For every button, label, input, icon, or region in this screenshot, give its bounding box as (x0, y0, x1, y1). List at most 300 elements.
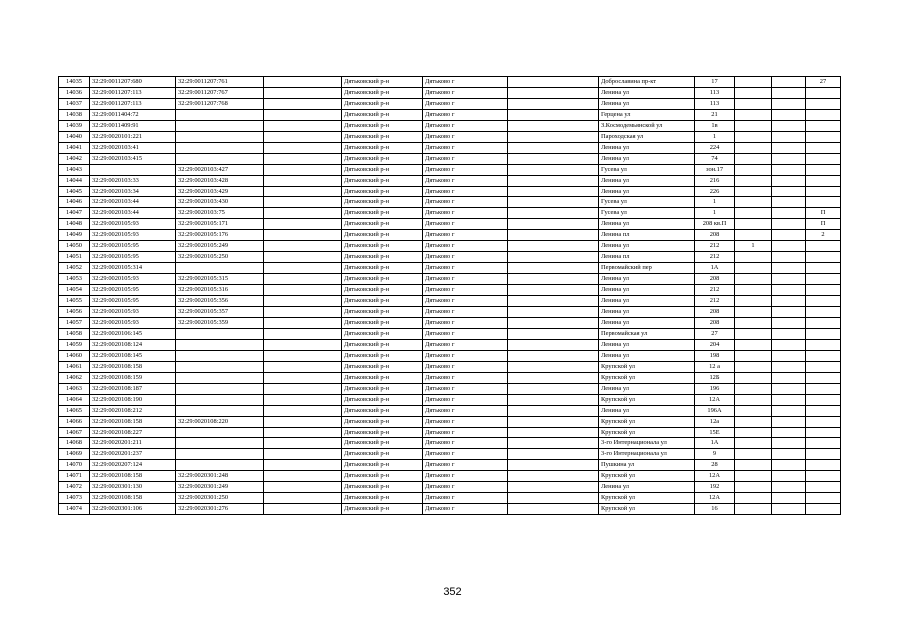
cell-empty-col (264, 438, 342, 449)
cell-extra-b (772, 449, 806, 460)
cell-extra-c (806, 416, 841, 427)
cell-extra-b (772, 328, 806, 339)
table-row (59, 438, 841, 449)
cell-street: Гусева ул (599, 164, 695, 175)
cell-empty-col (264, 296, 342, 307)
cell-related-cadastral-number: 32:29:0020108:220 (176, 416, 264, 427)
cell-cadastral-number: 32:29:0020108:145 (90, 350, 176, 361)
cell-settlement (508, 164, 599, 175)
cell-settlement (508, 263, 599, 274)
cell-cadastral-number: 32:29:0020105:95 (90, 241, 176, 252)
cell-empty-col (264, 394, 342, 405)
cell-street: Ленина ул (599, 296, 695, 307)
cell-extra-b (772, 230, 806, 241)
cell-extra-c (806, 87, 841, 98)
cell-extra-c: 2 (806, 230, 841, 241)
registry-body (59, 77, 841, 515)
cell-city: Дятьково г (423, 197, 508, 208)
cell-empty-col (264, 361, 342, 372)
cell-city: Дятьково г (423, 241, 508, 252)
cell-district: Дятьковский р-н (342, 98, 423, 109)
cell-city: Дятьково г (423, 416, 508, 427)
cell-extra-b (772, 197, 806, 208)
cell-extra-c (806, 285, 841, 296)
cell-cadastral-number: 32:29:0020105:93 (90, 230, 176, 241)
cell-empty-col (264, 175, 342, 186)
cell-related-cadastral-number: 32:29:0020105:171 (176, 219, 264, 230)
cell-cadastral-number: 32:29:0020103:44 (90, 208, 176, 219)
page-number: 352 (443, 586, 462, 598)
cell-related-cadastral-number (176, 120, 264, 131)
cell-city: Дятьково г (423, 504, 508, 515)
cell-row-number: 14055 (59, 296, 90, 307)
cell-extra-a (735, 120, 772, 131)
cell-city: Дятьково г (423, 372, 508, 383)
cell-related-cadastral-number (176, 372, 264, 383)
table-row (59, 361, 841, 372)
cell-district: Дятьковский р-н (342, 405, 423, 416)
cell-extra-c (806, 317, 841, 328)
table-row (59, 175, 841, 186)
cell-extra-b (772, 427, 806, 438)
cell-extra-b (772, 317, 806, 328)
cell-row-number: 14040 (59, 131, 90, 142)
cell-row-number: 14050 (59, 241, 90, 252)
cell-street: Ленина ул (599, 219, 695, 230)
cell-cadastral-number: 32:29:0020105:93 (90, 307, 176, 318)
cell-settlement (508, 405, 599, 416)
table-row (59, 131, 841, 142)
table-row (59, 482, 841, 493)
cell-row-number: 14043 (59, 164, 90, 175)
cell-extra-c (806, 274, 841, 285)
cell-extra-b (772, 186, 806, 197)
table-row (59, 394, 841, 405)
cell-extra-c (806, 438, 841, 449)
cell-extra-a (735, 87, 772, 98)
cell-street: З.Космодемьянской ул (599, 120, 695, 131)
cell-empty-col (264, 307, 342, 318)
cell-extra-b (772, 77, 806, 88)
cell-extra-a (735, 350, 772, 361)
cell-extra-a (735, 98, 772, 109)
cell-extra-a (735, 372, 772, 383)
cell-extra-c (806, 98, 841, 109)
cell-house: 204 (695, 339, 735, 350)
cell-extra-a (735, 339, 772, 350)
cell-settlement (508, 153, 599, 164)
cell-house: 208 (695, 317, 735, 328)
cell-house: 208 (695, 307, 735, 318)
cell-cadastral-number: 32:29:0020108:190 (90, 394, 176, 405)
cell-empty-col (264, 230, 342, 241)
cell-district: Дятьковский р-н (342, 372, 423, 383)
cell-extra-b (772, 164, 806, 175)
cell-extra-b (772, 175, 806, 186)
cell-settlement (508, 296, 599, 307)
cell-city: Дятьково г (423, 263, 508, 274)
cell-cadastral-number: 32:29:0011207:680 (90, 77, 176, 88)
table-row (59, 285, 841, 296)
cell-house: 12А (695, 394, 735, 405)
cell-house: 21 (695, 109, 735, 120)
cell-city: Дятьково г (423, 296, 508, 307)
table-row (59, 416, 841, 427)
cell-related-cadastral-number (176, 109, 264, 120)
cell-city: Дятьково г (423, 317, 508, 328)
cell-settlement (508, 438, 599, 449)
cell-settlement (508, 87, 599, 98)
cell-extra-c (806, 394, 841, 405)
cell-city: Дятьково г (423, 460, 508, 471)
cell-cadastral-number: 32:29:0020108:159 (90, 372, 176, 383)
cell-cadastral-number: 32:29:0020101:221 (90, 131, 176, 142)
cell-house: 12 а (695, 361, 735, 372)
cell-street: Доброславина пр-кт (599, 77, 695, 88)
cell-district: Дятьковский р-н (342, 120, 423, 131)
cell-extra-b (772, 361, 806, 372)
cell-district: Дятьковский р-н (342, 252, 423, 263)
cell-settlement (508, 175, 599, 186)
table-row (59, 350, 841, 361)
cell-cadastral-number: 32:29:0020106:145 (90, 328, 176, 339)
cell-settlement (508, 186, 599, 197)
cell-street: Ленина ул (599, 482, 695, 493)
table-row (59, 460, 841, 471)
cell-extra-a: 1 (735, 241, 772, 252)
cell-settlement (508, 131, 599, 142)
cell-cadastral-number: 32:29:0020207:124 (90, 460, 176, 471)
cell-extra-b (772, 383, 806, 394)
cell-related-cadastral-number: 32:29:0020103:428 (176, 175, 264, 186)
cell-related-cadastral-number (176, 142, 264, 153)
cell-settlement (508, 427, 599, 438)
cell-row-number: 14054 (59, 285, 90, 296)
cell-district: Дятьковский р-н (342, 153, 423, 164)
table-row (59, 230, 841, 241)
cell-street: Крупской ул (599, 361, 695, 372)
cell-city: Дятьково г (423, 219, 508, 230)
cell-cadastral-number: 32:29:0020105:95 (90, 252, 176, 263)
cell-extra-b (772, 493, 806, 504)
cell-city: Дятьково г (423, 208, 508, 219)
cell-district: Дятьковский р-н (342, 219, 423, 230)
cell-extra-c (806, 153, 841, 164)
cell-row-number: 14062 (59, 372, 90, 383)
cell-extra-c (806, 197, 841, 208)
cell-empty-col (264, 350, 342, 361)
cell-district: Дятьковский р-н (342, 350, 423, 361)
cell-cadastral-number: 32:29:0020103:41 (90, 142, 176, 153)
cell-street: Герцена ул (599, 109, 695, 120)
cell-related-cadastral-number (176, 339, 264, 350)
cell-settlement (508, 241, 599, 252)
cell-empty-col (264, 164, 342, 175)
cell-settlement (508, 307, 599, 318)
cell-empty-col (264, 493, 342, 504)
cell-house: 1А (695, 438, 735, 449)
cell-district: Дятьковский р-н (342, 230, 423, 241)
cell-extra-b (772, 252, 806, 263)
cell-extra-b (772, 372, 806, 383)
cell-extra-c (806, 186, 841, 197)
cell-empty-col (264, 219, 342, 230)
cell-house: 16 (695, 504, 735, 515)
cell-cadastral-number: 32:29:0011207:113 (90, 98, 176, 109)
cell-settlement (508, 383, 599, 394)
cell-extra-c (806, 328, 841, 339)
cell-city: Дятьково г (423, 328, 508, 339)
cell-extra-b (772, 208, 806, 219)
cell-extra-b (772, 142, 806, 153)
table-row (59, 471, 841, 482)
cell-row-number: 14058 (59, 328, 90, 339)
cell-house: 1 (695, 208, 735, 219)
cell-city: Дятьково г (423, 339, 508, 350)
cell-district: Дятьковский р-н (342, 87, 423, 98)
cell-house: 12А (695, 471, 735, 482)
cell-empty-col (264, 416, 342, 427)
cell-house: 27 (695, 328, 735, 339)
cell-district: Дятьковский р-н (342, 416, 423, 427)
cell-row-number: 14049 (59, 230, 90, 241)
cell-settlement (508, 120, 599, 131)
cell-related-cadastral-number (176, 427, 264, 438)
cell-district: Дятьковский р-н (342, 460, 423, 471)
cell-related-cadastral-number: 32:29:0011207:767 (176, 87, 264, 98)
cell-city: Дятьково г (423, 98, 508, 109)
cell-cadastral-number: 32:29:0020108:187 (90, 383, 176, 394)
cell-house: 212 (695, 285, 735, 296)
cell-empty-col (264, 208, 342, 219)
cell-empty-col (264, 77, 342, 88)
cell-related-cadastral-number (176, 449, 264, 460)
table-row (59, 219, 841, 230)
cell-extra-c (806, 296, 841, 307)
cell-row-number: 14037 (59, 98, 90, 109)
cell-settlement (508, 142, 599, 153)
cell-related-cadastral-number (176, 438, 264, 449)
cell-cadastral-number: 32:29:0020201:211 (90, 438, 176, 449)
cell-row-number: 14041 (59, 142, 90, 153)
cell-city: Дятьково г (423, 109, 508, 120)
cell-house: 17 (695, 77, 735, 88)
cell-street: Ленина ул (599, 142, 695, 153)
cell-row-number: 14038 (59, 109, 90, 120)
cell-row-number: 14052 (59, 263, 90, 274)
cell-cadastral-number: 32:29:0020103:415 (90, 153, 176, 164)
table-row (59, 142, 841, 153)
cell-house: 12а (695, 416, 735, 427)
cell-house: 9 (695, 449, 735, 460)
table-row (59, 241, 841, 252)
cell-city: Дятьково г (423, 186, 508, 197)
cell-cadastral-number: 32:29:0020105:95 (90, 285, 176, 296)
cell-cadastral-number: 32:29:0020108:158 (90, 416, 176, 427)
cell-empty-col (264, 142, 342, 153)
cell-street: Ленина пл (599, 252, 695, 263)
cell-district: Дятьковский р-н (342, 241, 423, 252)
cell-house: 113 (695, 98, 735, 109)
cell-house: 192 (695, 482, 735, 493)
cell-settlement (508, 361, 599, 372)
cell-district: Дятьковский р-н (342, 175, 423, 186)
cell-settlement (508, 328, 599, 339)
table-row (59, 339, 841, 350)
cell-extra-b (772, 87, 806, 98)
cell-settlement (508, 77, 599, 88)
cell-empty-col (264, 328, 342, 339)
cell-related-cadastral-number (176, 263, 264, 274)
cell-extra-a (735, 131, 772, 142)
cell-cadastral-number: 32:29:0020108:158 (90, 471, 176, 482)
cell-street: Ленина ул (599, 175, 695, 186)
cell-extra-c (806, 131, 841, 142)
cell-extra-c (806, 339, 841, 350)
cell-related-cadastral-number: 32:29:0020103:429 (176, 186, 264, 197)
cell-cadastral-number: 32:29:0020108:158 (90, 361, 176, 372)
cell-cadastral-number: 32:29:0020105:93 (90, 274, 176, 285)
cell-district: Дятьковский р-н (342, 164, 423, 175)
cell-street: Крупской ул (599, 471, 695, 482)
cell-related-cadastral-number (176, 383, 264, 394)
cell-street: Ленина ул (599, 405, 695, 416)
cell-related-cadastral-number: 32:29:0020105:249 (176, 241, 264, 252)
cell-row-number: 14051 (59, 252, 90, 263)
cell-related-cadastral-number (176, 153, 264, 164)
cell-street: Крупской ул (599, 372, 695, 383)
cell-extra-c (806, 120, 841, 131)
table-row (59, 405, 841, 416)
cell-settlement (508, 197, 599, 208)
cell-extra-a (735, 109, 772, 120)
cell-settlement (508, 416, 599, 427)
table-row (59, 296, 841, 307)
cell-extra-c (806, 460, 841, 471)
cell-row-number: 14067 (59, 427, 90, 438)
cell-related-cadastral-number: 32:29:0020105:250 (176, 252, 264, 263)
cell-street: Крупской ул (599, 416, 695, 427)
cell-settlement (508, 504, 599, 515)
cell-related-cadastral-number: 32:29:0011207:761 (176, 77, 264, 88)
cell-settlement (508, 109, 599, 120)
cell-extra-b (772, 109, 806, 120)
table-row (59, 186, 841, 197)
cell-settlement (508, 394, 599, 405)
table-row (59, 328, 841, 339)
cell-house: 113 (695, 87, 735, 98)
cell-street: Ленина ул (599, 339, 695, 350)
cell-district: Дятьковский р-н (342, 296, 423, 307)
cell-street: Пушкина ул (599, 460, 695, 471)
cell-cadastral-number: 32:29:0020105:93 (90, 219, 176, 230)
cell-extra-b (772, 460, 806, 471)
cell-district: Дятьковский р-н (342, 504, 423, 515)
cell-extra-a (735, 471, 772, 482)
cell-extra-c (806, 471, 841, 482)
cell-related-cadastral-number: 32:29:0020103:75 (176, 208, 264, 219)
cell-extra-a (735, 208, 772, 219)
cell-row-number: 14074 (59, 504, 90, 515)
cell-related-cadastral-number (176, 328, 264, 339)
cell-row-number: 14044 (59, 175, 90, 186)
cell-street: Пароходская ул (599, 131, 695, 142)
cell-extra-b (772, 98, 806, 109)
cell-district: Дятьковский р-н (342, 449, 423, 460)
cell-extra-b (772, 274, 806, 285)
cell-district: Дятьковский р-н (342, 142, 423, 153)
cell-extra-b (772, 131, 806, 142)
cell-district: Дятьковский р-н (342, 471, 423, 482)
cell-related-cadastral-number: 32:29:0020105:176 (176, 230, 264, 241)
table-row (59, 252, 841, 263)
cell-cadastral-number: 32:29:0020105:314 (90, 263, 176, 274)
cell-empty-col (264, 274, 342, 285)
cell-settlement (508, 460, 599, 471)
cell-settlement (508, 252, 599, 263)
cell-extra-b (772, 120, 806, 131)
cell-settlement (508, 285, 599, 296)
cell-extra-b (772, 438, 806, 449)
cell-empty-col (264, 197, 342, 208)
cell-street: Ленина ул (599, 241, 695, 252)
cell-extra-c (806, 175, 841, 186)
cell-row-number: 14063 (59, 383, 90, 394)
cell-related-cadastral-number: 32:29:0020103:430 (176, 197, 264, 208)
cell-settlement (508, 219, 599, 230)
cell-related-cadastral-number: 32:29:0020301:249 (176, 482, 264, 493)
cell-row-number: 14036 (59, 87, 90, 98)
cell-row-number: 14071 (59, 471, 90, 482)
cell-extra-a (735, 438, 772, 449)
cell-house: 1 (695, 131, 735, 142)
cell-cadastral-number: 32:29:0011404:72 (90, 109, 176, 120)
cell-row-number: 14048 (59, 219, 90, 230)
registry-table (58, 76, 841, 515)
cell-empty-col (264, 109, 342, 120)
cell-street: Ленина пл (599, 230, 695, 241)
cell-extra-b (772, 394, 806, 405)
cell-house: 1в (695, 120, 735, 131)
cell-empty-col (264, 372, 342, 383)
cell-row-number: 14070 (59, 460, 90, 471)
cell-house: 208 (695, 274, 735, 285)
cell-extra-a (735, 416, 772, 427)
cell-extra-b (772, 263, 806, 274)
cell-cadastral-number: 32:29:0011409:91 (90, 120, 176, 131)
cell-district: Дятьковский р-н (342, 427, 423, 438)
table-row (59, 164, 841, 175)
cell-street: Ленина ул (599, 87, 695, 98)
cell-extra-a (735, 504, 772, 515)
cell-empty-col (264, 131, 342, 142)
cell-district: Дятьковский р-н (342, 493, 423, 504)
cell-city: Дятьково г (423, 142, 508, 153)
cell-related-cadastral-number: 32:29:0020105:357 (176, 307, 264, 318)
cell-extra-c (806, 263, 841, 274)
cell-house: 208 кв.П (695, 219, 735, 230)
cell-extra-a (735, 405, 772, 416)
cell-district: Дятьковский р-н (342, 307, 423, 318)
cell-city: Дятьково г (423, 438, 508, 449)
cell-street: Ленина ул (599, 317, 695, 328)
table-row (59, 77, 841, 88)
cell-district: Дятьковский р-н (342, 263, 423, 274)
cell-street: 3-го Интернационала ул (599, 449, 695, 460)
table-row (59, 317, 841, 328)
cell-extra-b (772, 307, 806, 318)
cell-street: Крупской ул (599, 394, 695, 405)
